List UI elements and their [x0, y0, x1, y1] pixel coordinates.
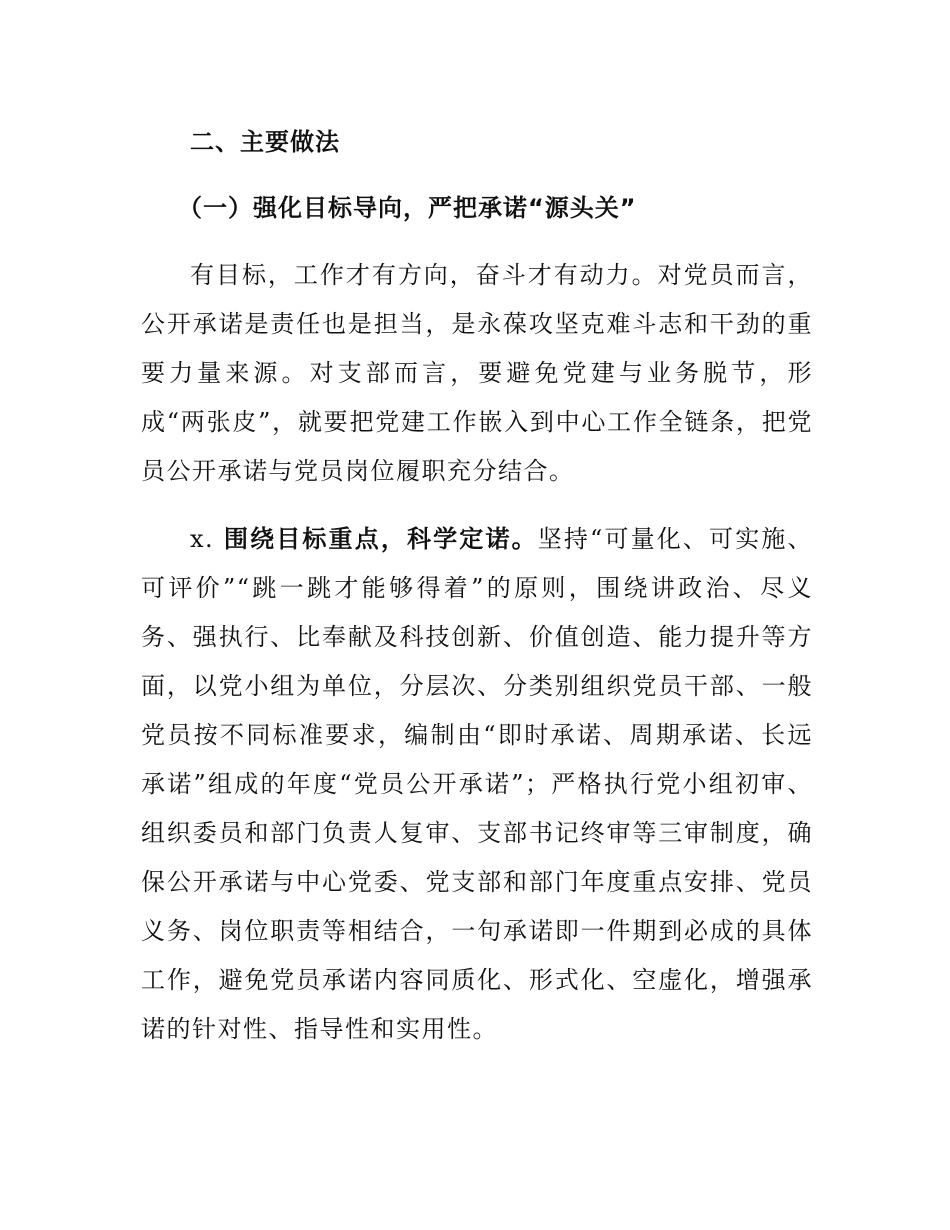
paragraph-body: 坚持“可量化、可实施、可评价”“跳一跳才能够得着”的原则，围绕讲政治、尽义务、强执行、比奉献及科技创新、价值创造、能力提升等方面，以党小组为单位，分层次、分类别组织党员干部、一般党员按不同标准要求，编制由“即时承诺、周期承诺、长远承诺”组成的年度“党员公开承诺”；严格执行党小组初审、组织委员和部门负责人复审、支部书记终审等三审制度，确保公开承诺与中心党委、党支部和部门年度重点安排、党员义务、岗位职责等相结合，一句承诺即一件期到必成的具体工作，避免党员承诺内容同质化、形式化、空虚化，增强承诺的针对性、指导性和实用性。 [141, 525, 814, 1043]
paragraph-commitment-setting [141, 515, 813, 1054]
paragraph-goal-orientation: 有目标，工作才有方向，奋斗才有动力。对党员而言，公开承诺是责任也是担当，是永葆攻坚克难斗志和干劲的重要力量来源。对支部而言，要避免党建与业务脱节，形成“两张皮”，就要把党建工作嵌入到中心工作全链条，把党员公开承诺与党员岗位履职充分结合。 [141, 261, 813, 485]
paragraph-number: x. [190, 525, 224, 553]
section-heading: 二、主要做法 [190, 128, 340, 156]
subsection-heading: （一）强化目标导向，严把承诺“源头关” [178, 194, 637, 222]
paragraph-lead-sentence: 围绕目标重点，科学定诺。 [223, 525, 538, 553]
